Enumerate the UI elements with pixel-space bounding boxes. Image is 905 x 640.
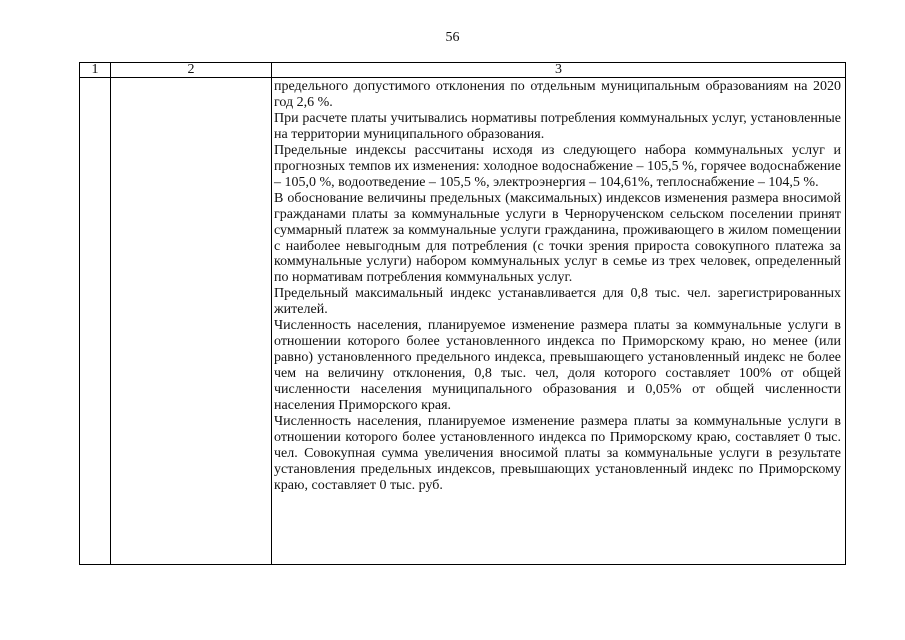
table-header-row [80, 63, 845, 78]
paragraph-deviation-2020: предельного допустимого отклонения по отдельным муниципальным образованиям на 2020 год 2,6 %. [274, 79, 841, 110]
paragraph-consumption-norms: При расчете платы учитывались нормативы потребления коммунальных услуг, установленные на территории муниципального образования. [274, 110, 841, 142]
paragraph-population-above-index: Численность населения, планируемое изменение размера платы за коммунальные услуги в отношении которого более установленного индекса по Приморскому краю, составляет 0 тыс. чел. Совокупная сумма увеличения вносимой платы за коммунальные услуги в результате установления предельных индексов, превышающих установленный индекс по Приморскому краю, составляет 0 тыс. руб. [274, 414, 841, 493]
paragraph-index-rates: Предельные индексы рассчитаны исходя из следующего набора коммунальных услуг и прогнозных темпов их изменения: холодное водоснабжение – 105,5 %, горячее водоснабжение – 105,0 %, водоотведение – 105,5 %, электроэнергия – 104,61%, теплоснабжение – 104,5 %. [274, 142, 841, 190]
paragraph-population-within-deviation: Численность населения, планируемое изменение размера платы за коммунальные услуги в отношении которого более установленного индекса по Приморскому краю, но менее (или равно) установленного предельного индекса, превышающего установленный индекс не более чем на величину отклонения, 0,8 тыс. чел, доля которого составляет 100% от общей численности населения муниципального образования и 0,05% от общей численности населения Приморского края. [274, 318, 841, 414]
column-3-content [272, 78, 841, 564]
column-header-3: 3 [555, 62, 562, 77]
document-table [79, 62, 846, 565]
paragraph-justification: В обоснование величины предельных (максимальных) индексов изменения размера вносимой гражданами платы за коммунальные услуги в Чернорученском сельском поселении принят суммарный платеж за коммунальные услуги гражданина, проживающего в жилом помещении с наиболее невыгодным для потребления (с точки зрения прироста совокупного платежа за коммунальные услуги) набором коммунальных услуг в семье из трех человек, определенный по нормативам потребления коммунальных услуг. [274, 190, 841, 286]
page-number: 56 [445, 30, 460, 45]
paragraph-max-index: Предельный максимальный индекс устанавливается для 0,8 тыс. чел. зарегистрированных жителей. [274, 286, 841, 318]
column-header-1: 1 [91, 62, 99, 77]
column-header-2: 2 [187, 62, 195, 77]
column-divider-1 [110, 63, 111, 564]
